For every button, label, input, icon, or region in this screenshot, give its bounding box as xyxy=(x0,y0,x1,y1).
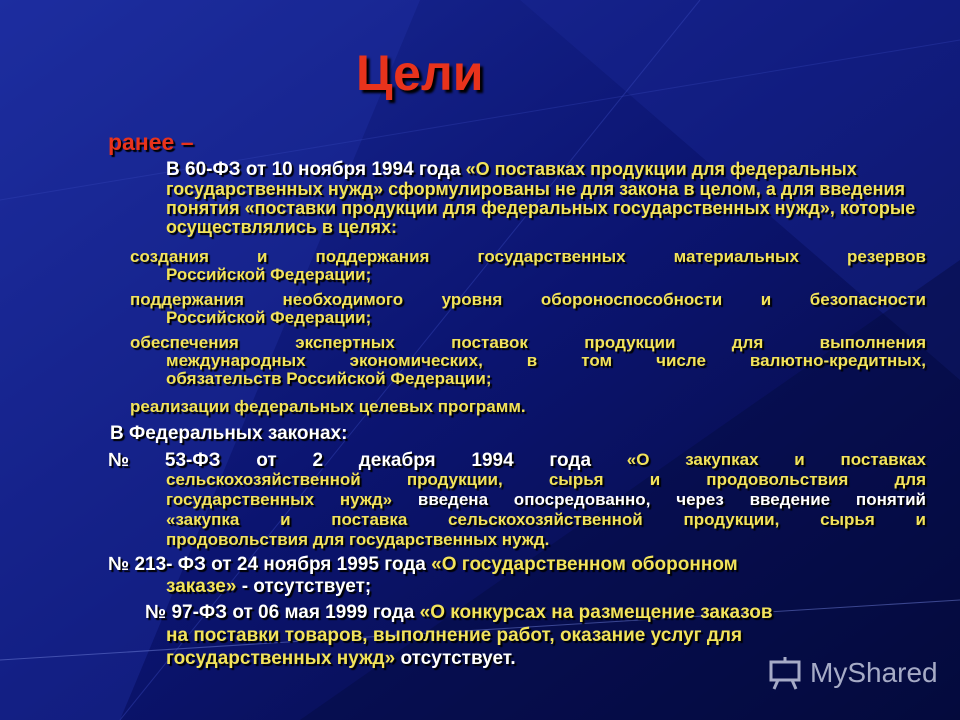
law213-status: - отсутствует; xyxy=(241,576,372,597)
law53-word: 53-ФЗ xyxy=(164,450,221,471)
law53-word: 2 xyxy=(312,450,324,471)
law97-name: «О конкурсах на размещение заказов xyxy=(419,602,773,623)
law53-name-part: государственных нужд» xyxy=(166,490,393,509)
law53-word: «О xyxy=(626,450,650,469)
purpose-3-line-3: обязательств Российской Федерации; xyxy=(166,369,492,388)
purpose-2-line-2: Российской Федерации; xyxy=(166,308,372,327)
law53-word: года xyxy=(549,450,592,471)
intro-law-name: «О поставках продукции для федеральных государственных нужд» xyxy=(166,159,857,199)
intro-paragraph xyxy=(166,160,926,237)
law53-word: № xyxy=(108,450,130,471)
purpose-1-line-1: создания и поддержания государственных материальных резервов xyxy=(130,247,926,266)
law213-prefix: № 213- ФЗ от 24 ноября 1995 года xyxy=(108,554,426,575)
law53-word: от xyxy=(256,450,277,471)
purpose-3-line-2: международных экономических, в том числе валютно-кредитных, xyxy=(166,351,926,370)
slide-title: Цели xyxy=(356,45,484,101)
law213-line-2 xyxy=(166,577,371,597)
law53-line-5: продовольствия для государственных нужд. xyxy=(166,530,550,549)
law97-status: отсутствует. xyxy=(400,648,516,669)
intro-label: ранее – xyxy=(108,129,194,155)
intro-law-prefix: В 60-ФЗ от 10 ноября 1994 года xyxy=(166,159,461,180)
law97-prefix: № 97-ФЗ от 06 мая 1999 года xyxy=(145,602,415,623)
law97-line-3 xyxy=(166,649,516,669)
law213-name: «О государственном оборонном xyxy=(431,554,738,575)
purpose-1-line-2: Российской Федерации; xyxy=(166,265,372,284)
law53-word: 1994 xyxy=(471,450,514,471)
law53-line-1 xyxy=(108,451,926,471)
intro-law-text: сформулированы не для закона в целом, а для введения понятия «поставки продукции для федеральных государственных нужд», которые осуществлялись в целях: xyxy=(166,178,916,237)
purpose-3-line-1: обеспечения экспертных поставок продукции для выполнения xyxy=(130,333,926,352)
law53-rest: введена опосредованно, через введение понятий xyxy=(417,490,926,509)
law97-line-1 xyxy=(145,603,773,623)
presentation-logo-icon xyxy=(768,656,804,690)
law53-word: декабря xyxy=(358,450,436,471)
law213-name-end: заказе» xyxy=(166,576,237,597)
law97-line-2: на поставки товаров, выполнение работ, оказание услуг для xyxy=(166,625,743,646)
law97-name-end: государственных нужд» xyxy=(166,648,396,669)
law53-word: поставках xyxy=(840,450,926,469)
law53-word: закупках xyxy=(685,450,759,469)
watermark xyxy=(768,656,938,690)
watermark-text: MyShared xyxy=(810,657,938,688)
law53-line-3 xyxy=(166,491,926,509)
law53-line-4: «закупка и поставка сельскохозяйственной продукции, сырья и xyxy=(166,510,926,529)
law53-word: и xyxy=(794,450,805,469)
purpose-4-line-1: реализации федеральных целевых программ. xyxy=(130,397,526,416)
federal-laws-heading: В Федеральных законах: xyxy=(110,423,348,444)
law53-line-2: сельскохозяйственной продукции, сырья и продовольствия для xyxy=(166,470,926,489)
law213-line-1 xyxy=(108,555,738,575)
purpose-2-line-1: поддержания необходимого уровня обороноспособности и безопасности xyxy=(130,290,926,309)
